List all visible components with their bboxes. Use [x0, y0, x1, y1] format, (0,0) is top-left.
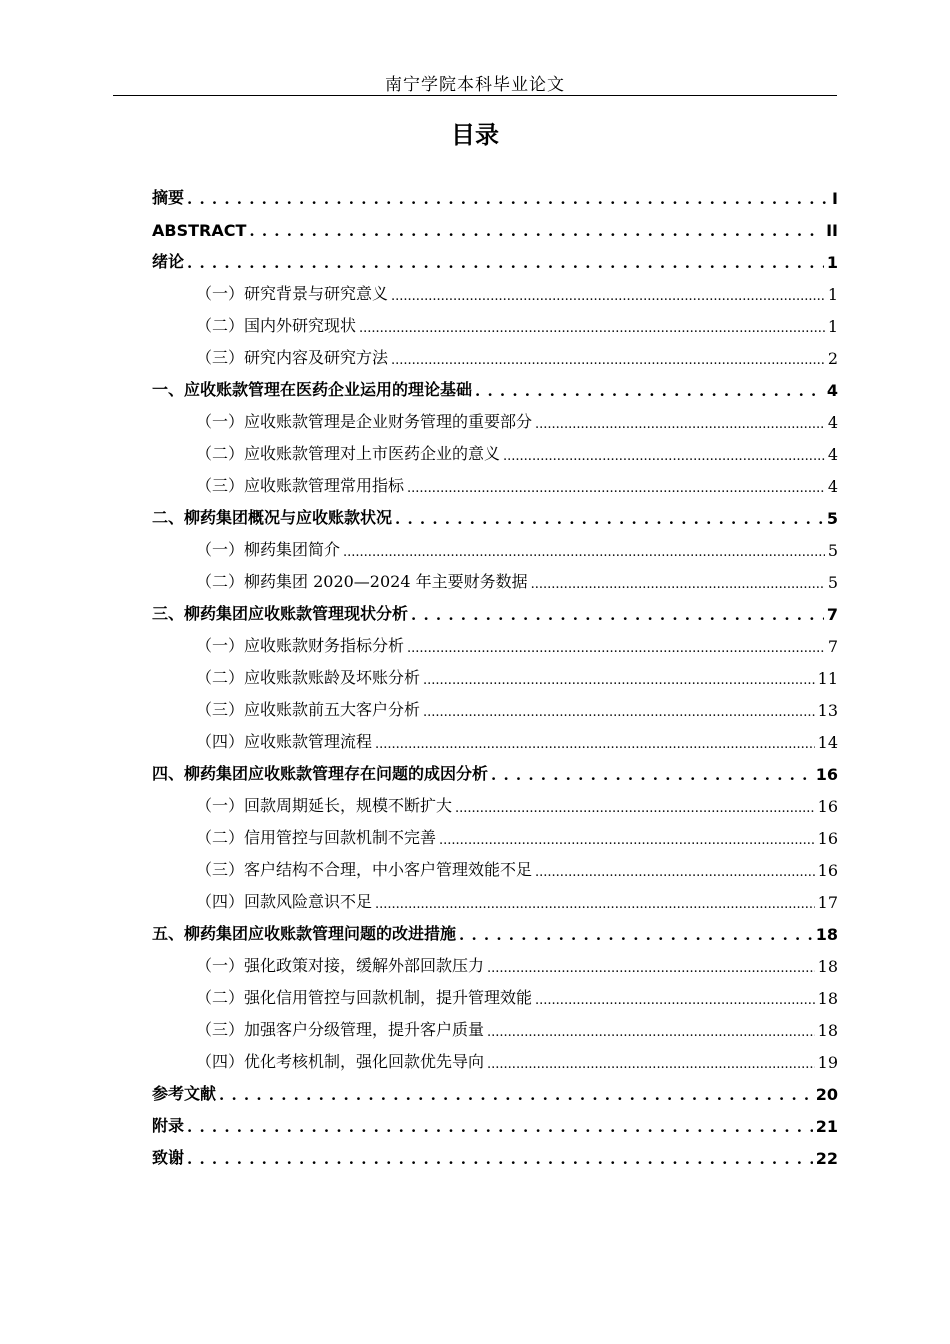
toc-entry-page: 2: [827, 349, 838, 368]
toc-entry-page: 16: [817, 829, 838, 848]
toc-entry[interactable]: [152, 884, 838, 916]
toc-entry-label: （二）强化信用管控与回款机制，提升管理效能: [196, 988, 533, 1007]
toc-entry-page: 20: [815, 1085, 838, 1104]
toc-entry-label: （二）应收账款管理对上市医药企业的意义: [196, 444, 501, 463]
toc-entry-page: II: [826, 221, 838, 240]
toc-entry-label: （三）应收账款管理常用指标: [196, 476, 405, 495]
toc-entry-label: （一）应收账款财务指标分析: [196, 636, 405, 655]
toc-entry[interactable]: [152, 820, 838, 852]
toc-entry-label: 摘要: [152, 188, 185, 207]
toc-entry[interactable]: [152, 372, 838, 404]
toc-entry-label: （三）客户结构不合理，中小客户管理效能不足: [196, 860, 533, 879]
toc-entry[interactable]: [152, 244, 838, 276]
toc-dot-leader: [487, 1021, 815, 1040]
toc-dot-leader: [491, 765, 813, 784]
toc-entry-label: （二）柳药集团 2020—2024 年主要财务数据: [196, 572, 528, 591]
toc-entry[interactable]: [152, 1108, 838, 1140]
toc-entry[interactable]: [152, 532, 838, 564]
toc-dot-leader: [375, 733, 815, 752]
toc-entry-label: 绪论: [152, 252, 185, 271]
toc-entry-page: 1: [826, 253, 838, 272]
toc-entry-page: 16: [815, 765, 838, 784]
toc-dot-leader: [219, 1085, 813, 1104]
toc-entry-page: 4: [827, 413, 838, 432]
toc-entry-page: 5: [826, 509, 838, 528]
toc-dot-leader: [391, 349, 825, 368]
toc-entry-page: 13: [817, 701, 838, 720]
toc-entry-page: 7: [826, 605, 838, 624]
toc-dot-leader: [187, 1117, 813, 1136]
toc-entry-label: 致谢: [152, 1148, 185, 1167]
toc-entry-page: 16: [817, 861, 838, 880]
toc-dot-leader: [535, 413, 825, 432]
toc-entry-label: （一）回款周期延长，规模不断扩大: [196, 796, 453, 815]
toc-entry-label: （四）优化考核机制，强化回款优先导向: [196, 1052, 485, 1071]
toc-entry-label: 附录: [152, 1116, 185, 1135]
header-rule: [113, 95, 837, 96]
toc-entry-page: 11: [817, 669, 838, 688]
toc-entry-page: 1: [827, 317, 838, 336]
toc-entry-label: 参考文献: [152, 1084, 217, 1103]
toc-dot-leader: [187, 189, 829, 208]
toc-entry[interactable]: [152, 948, 838, 980]
toc-entry[interactable]: [152, 180, 838, 212]
toc-entry-page: 19: [817, 1053, 838, 1072]
toc-entry-label: （一）应收账款管理是企业财务管理的重要部分: [196, 412, 533, 431]
toc-dot-leader: [359, 317, 825, 336]
toc-dot-leader: [407, 637, 825, 656]
toc-entry-label: （三）加强客户分级管理，提升客户质量: [196, 1020, 485, 1039]
toc-entry-label: （四）回款风险意识不足: [196, 892, 373, 911]
toc-entry[interactable]: [152, 500, 838, 532]
toc-dot-leader: [439, 829, 815, 848]
toc-entry-label: （二）国内外研究现状: [196, 316, 357, 335]
toc-dot-leader: [423, 669, 815, 688]
toc-entry[interactable]: [152, 916, 838, 948]
page-title: 目录: [451, 121, 499, 149]
toc-entry-label: ABSTRACT: [152, 221, 247, 240]
toc-entry[interactable]: [152, 756, 838, 788]
toc-entry-page: 16: [817, 797, 838, 816]
toc-entry[interactable]: [152, 1012, 838, 1044]
toc-entry-page: 14: [817, 733, 838, 752]
toc-entry[interactable]: [152, 628, 838, 660]
toc-entry-label: （三）研究内容及研究方法: [196, 348, 389, 367]
toc-entry[interactable]: [152, 724, 838, 756]
toc-dot-leader: [423, 701, 815, 720]
toc-entry[interactable]: [152, 212, 838, 244]
toc-dot-leader: [455, 797, 815, 816]
toc-entry[interactable]: [152, 276, 838, 308]
toc-entry-page: 5: [827, 573, 838, 592]
toc-entry-page: 1: [827, 285, 838, 304]
toc-dot-leader: [459, 925, 813, 944]
toc-entry-label: （四）应收账款管理流程: [196, 732, 373, 751]
toc-dot-leader: [187, 253, 824, 272]
toc-entry[interactable]: [152, 564, 838, 596]
toc-entry-page: 18: [817, 989, 838, 1008]
toc-entry-page: 7: [827, 637, 838, 656]
toc-dot-leader: [375, 893, 815, 912]
toc-dot-leader: [407, 477, 825, 496]
toc-entry[interactable]: [152, 980, 838, 1012]
toc-dot-leader: [475, 381, 824, 400]
toc-entry-label: （一）柳药集团简介: [196, 540, 341, 559]
toc-entry-page: 4: [826, 381, 838, 400]
toc-entry[interactable]: [152, 404, 838, 436]
toc-entry-label: 三、柳药集团应收账款管理现状分析: [152, 604, 409, 623]
toc-entry-page: 22: [815, 1149, 838, 1168]
toc-entry[interactable]: [152, 308, 838, 340]
toc-entry[interactable]: [152, 852, 838, 884]
toc-entry-page: 5: [827, 541, 838, 560]
toc-dot-leader: [487, 957, 815, 976]
toc-dot-leader: [535, 861, 815, 880]
toc-entry[interactable]: [152, 1076, 838, 1108]
toc-dot-leader: [391, 285, 825, 304]
toc-entry[interactable]: [152, 436, 838, 468]
toc-dot-leader: [503, 445, 825, 464]
toc-entry-label: 四、柳药集团应收账款管理存在问题的成因分析: [152, 764, 489, 783]
toc-entry-label: （三）应收账款前五大客户分析: [196, 700, 421, 719]
toc-entry[interactable]: [152, 660, 838, 692]
toc-dot-leader: [343, 541, 825, 560]
toc-dot-leader: [535, 989, 815, 1008]
running-header: 南宁学院本科毕业论文: [385, 75, 565, 95]
toc-entry-label: 一、应收账款管理在医药企业运用的理论基础: [152, 380, 473, 399]
toc-entry-page: 18: [817, 957, 838, 976]
table-of-contents: [152, 180, 838, 1172]
toc-entry-label: （二）信用管控与回款机制不完善: [196, 828, 437, 847]
toc-dot-leader: [487, 1053, 815, 1072]
toc-entry[interactable]: [152, 468, 838, 500]
toc-entry-label: （二）应收账款账龄及坏账分析: [196, 668, 421, 687]
toc-entry-page: 18: [815, 925, 838, 944]
toc-dot-leader: [395, 509, 824, 528]
toc-entry-label: （一）研究背景与研究意义: [196, 284, 389, 303]
toc-entry[interactable]: [152, 788, 838, 820]
toc-entry-label: 二、柳药集团概况与应收账款状况: [152, 508, 393, 527]
toc-entry-page: 4: [827, 445, 838, 464]
toc-entry[interactable]: [152, 340, 838, 372]
toc-entry-page: I: [832, 189, 838, 208]
toc-dot-leader: [249, 221, 823, 240]
toc-entry-label: 五、柳药集团应收账款管理问题的改进措施: [152, 924, 457, 943]
toc-entry[interactable]: [152, 596, 838, 628]
toc-entry[interactable]: [152, 1140, 838, 1172]
toc-entry-label: （一）强化政策对接，缓解外部回款压力: [196, 956, 485, 975]
toc-entry[interactable]: [152, 692, 838, 724]
toc-dot-leader: [411, 605, 824, 624]
toc-entry[interactable]: [152, 1044, 838, 1076]
toc-entry-page: 17: [817, 893, 838, 912]
toc-entry-page: 18: [817, 1021, 838, 1040]
toc-dot-leader: [531, 573, 825, 592]
toc-entry-page: 4: [827, 477, 838, 496]
toc-dot-leader: [187, 1149, 813, 1168]
toc-entry-page: 21: [815, 1117, 838, 1136]
